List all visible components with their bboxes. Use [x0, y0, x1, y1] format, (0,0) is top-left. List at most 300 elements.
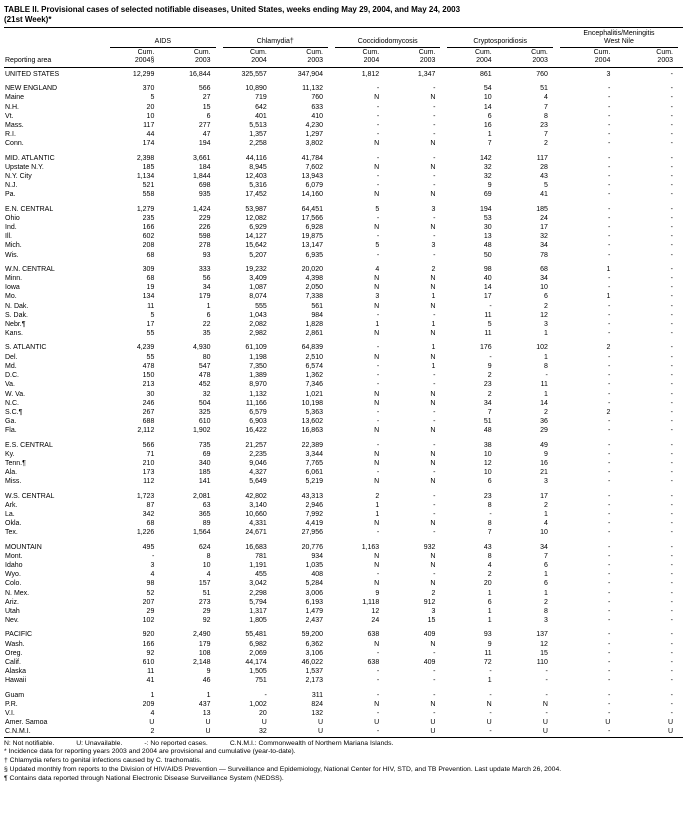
value-cell: -	[433, 510, 436, 518]
value-cell: -	[670, 700, 673, 708]
table-row	[4, 543, 683, 552]
value-cell: 1,118	[362, 598, 380, 606]
value-cell: 2	[431, 589, 436, 597]
value-cell: U	[605, 719, 611, 727]
reporting-area-cell: La.	[5, 510, 15, 518]
table-row	[4, 329, 683, 338]
value-cell: 10	[540, 529, 548, 537]
value-cell: -	[670, 85, 673, 93]
value-cell: 3	[543, 617, 548, 625]
value-cell: -	[376, 372, 380, 380]
value-cell: 2,861	[305, 330, 323, 338]
reporting-area-cell: Md.	[5, 362, 17, 370]
value-cell: 1,191	[249, 561, 267, 569]
value-cell: -	[608, 321, 611, 329]
value-cell: N	[374, 330, 380, 338]
value-cell: 13,147	[301, 242, 323, 250]
value-cell: 235	[142, 214, 155, 222]
value-cell: -	[670, 344, 673, 352]
value-cell: 4	[487, 561, 492, 569]
value-cell: -	[670, 710, 673, 717]
value-cell: -	[670, 163, 673, 171]
value-cell: 13	[202, 710, 211, 717]
table-title-line1: TABLE II. Provisional cases of selected notifiable diseases, United States, weeks ending May 29, 2004, and May 24, 2003	[4, 5, 461, 14]
value-cell: 1,537	[305, 668, 323, 676]
value-cell: 566	[198, 85, 211, 93]
value-cell: 17	[540, 224, 548, 232]
value-cell: -	[433, 677, 436, 685]
value-cell: -	[608, 427, 611, 435]
value-cell: -	[433, 492, 436, 500]
value-cell: N	[430, 700, 436, 708]
reporting-area-cell: W.N. CENTRAL	[5, 265, 55, 273]
value-cell: -	[670, 390, 673, 398]
value-cell: 41	[540, 191, 548, 199]
value-cell: 34	[540, 275, 548, 283]
value-cell: -	[670, 381, 673, 389]
value-cell: 68	[146, 275, 155, 283]
value-cell: 210	[142, 459, 155, 467]
value-cell: -	[670, 589, 673, 597]
reporting-area-cell: C.N.M.I.	[5, 728, 31, 736]
table-row	[4, 68, 683, 80]
value-cell: N	[430, 399, 436, 407]
value-cell: 78	[540, 251, 548, 259]
value-cell: 11	[484, 649, 492, 657]
value-cell: 142	[479, 154, 492, 162]
reporting-area-cell: UNITED STATES	[5, 71, 60, 78]
value-cell: -	[670, 182, 673, 190]
table-row	[4, 399, 683, 408]
value-cell: 1,828	[305, 321, 323, 329]
reporting-area-cell: S. ATLANTIC	[5, 344, 47, 352]
value-cell: 1	[487, 589, 492, 597]
value-cell: 44,116	[245, 154, 267, 162]
value-cell: 408	[311, 571, 323, 579]
value-cell: 179	[198, 293, 211, 301]
value-cell: N	[486, 700, 492, 708]
value-cell: -	[376, 214, 380, 222]
value-cell: -	[670, 311, 673, 319]
disease-group-header	[333, 28, 445, 49]
value-cell: 8,970	[249, 381, 267, 389]
table-header	[4, 28, 683, 68]
value-cell: 13	[483, 233, 492, 241]
reporting-area-cell: Kans.	[5, 330, 23, 338]
value-cell: -	[376, 668, 380, 676]
value-cell: 2	[606, 344, 611, 352]
value-cell: 912	[423, 598, 436, 606]
reporting-area-cell: MID. ATLANTIC	[5, 154, 55, 162]
value-cell: 7,338	[305, 293, 323, 301]
value-cell: -	[670, 631, 673, 639]
value-cell: 6,193	[305, 598, 323, 606]
value-cell: 150	[142, 372, 155, 380]
value-cell: -	[545, 691, 548, 699]
value-cell: 174	[142, 140, 155, 148]
value-cell: 102	[142, 617, 155, 625]
value-cell: -	[608, 191, 611, 199]
table-row	[4, 667, 683, 676]
value-cell: -	[433, 529, 436, 537]
value-cell: 11	[147, 302, 155, 310]
value-cell: 6,935	[305, 251, 323, 259]
value-cell: -	[433, 154, 436, 162]
value-cell: 166	[142, 640, 155, 648]
value-cell: 3,042	[249, 580, 267, 588]
value-cell: 29	[146, 607, 155, 615]
value-cell: 1	[487, 131, 492, 139]
value-cell: 1	[543, 510, 548, 518]
value-cell: -	[489, 510, 492, 518]
table-row	[4, 190, 683, 199]
table-row	[4, 640, 683, 649]
value-cell: 68	[540, 265, 548, 273]
value-cell: 46	[202, 677, 211, 685]
footnote	[4, 766, 683, 775]
value-cell: -	[608, 441, 611, 449]
value-cell: 44,174	[245, 658, 267, 666]
value-cell: 166	[142, 224, 155, 232]
value-cell: -	[608, 492, 611, 500]
value-cell: -	[670, 580, 673, 588]
value-cell: 2,946	[305, 501, 323, 509]
value-cell: 2,069	[249, 649, 267, 657]
value-cell: 11	[540, 381, 548, 389]
value-cell: 14	[483, 284, 492, 292]
value-cell: -	[376, 571, 380, 579]
value-cell: 1	[606, 293, 611, 301]
value-cell: 20	[483, 580, 492, 588]
value-cell: 246	[142, 399, 155, 407]
value-cell: U	[205, 728, 211, 736]
reporting-area-cell: Upstate N.Y.	[5, 163, 44, 171]
value-cell: 93	[202, 251, 211, 259]
reporting-area-cell: Tex.	[5, 529, 18, 537]
value-cell: N	[430, 140, 436, 148]
value-cell: N	[374, 561, 380, 569]
table-row	[4, 232, 683, 241]
table-row	[4, 343, 683, 352]
value-cell: 278	[198, 242, 211, 250]
value-cell: 340	[198, 459, 211, 467]
value-cell: 11	[484, 311, 492, 319]
value-cell: -	[670, 302, 673, 310]
value-cell: 610	[142, 658, 155, 666]
value-cell: 87	[146, 501, 155, 509]
table-body	[4, 68, 683, 738]
page	[4, 5, 683, 784]
value-cell: 1,317	[249, 607, 267, 615]
value-cell: 13,943	[301, 173, 323, 181]
reporting-area-cell: Nev.	[5, 617, 19, 625]
value-cell: 71	[146, 450, 155, 458]
reporting-area-cell: Colo.	[5, 580, 22, 588]
value-cell: 5,363	[305, 408, 323, 416]
value-cell: 40	[483, 275, 492, 283]
legend-item: C.N.M.I.: Commonwealth of Northern Mariana Islands.	[229, 739, 394, 747]
value-cell: 4	[206, 571, 211, 579]
value-cell: 48	[483, 427, 492, 435]
value-cell: N	[430, 390, 436, 398]
value-cell: 32	[483, 163, 492, 171]
value-cell: 10	[483, 94, 492, 102]
value-cell: U	[542, 728, 548, 736]
value-cell: -	[608, 469, 611, 477]
disease-group-header	[445, 28, 557, 49]
value-cell: 6	[543, 561, 548, 569]
value-cell: 173	[142, 469, 155, 477]
value-cell: 9	[543, 450, 548, 458]
table-row	[4, 468, 683, 477]
value-cell: 6	[543, 580, 548, 588]
table-row	[4, 649, 683, 658]
value-cell: N	[430, 163, 436, 171]
value-cell: -	[376, 311, 380, 319]
value-cell: 1,479	[305, 607, 323, 615]
reporting-area-cell: N.C.	[5, 399, 19, 407]
value-cell: 6	[206, 311, 211, 319]
value-cell: 209	[142, 700, 155, 708]
value-cell: 1,134	[136, 173, 155, 181]
value-cell: -	[608, 640, 611, 648]
value-cell: 15	[202, 103, 211, 111]
value-cell: 92	[146, 649, 155, 657]
value-cell: 117	[536, 154, 548, 162]
value-cell: -	[608, 154, 611, 162]
value-cell: 1,564	[193, 529, 211, 537]
value-cell: -	[608, 529, 611, 537]
value-cell: -	[264, 691, 267, 699]
table-row	[4, 450, 683, 459]
value-cell: -	[608, 251, 611, 259]
value-cell: -	[433, 372, 436, 380]
value-cell: -	[376, 122, 380, 130]
table-row	[4, 130, 683, 139]
value-cell: -	[670, 469, 673, 477]
value-cell: 2,082	[249, 321, 267, 329]
legend-line	[4, 740, 683, 749]
table-row	[4, 510, 683, 519]
value-cell: 1	[375, 501, 380, 509]
table-row	[4, 616, 683, 625]
value-cell: N	[374, 459, 380, 467]
value-cell: -	[433, 103, 436, 111]
value-cell: U	[486, 719, 492, 727]
value-cell: 6,574	[305, 362, 323, 370]
column-header: Cum. 2004	[221, 48, 277, 68]
value-cell: 157	[198, 580, 211, 588]
footnote-marker: *	[4, 748, 7, 756]
value-cell: 9,046	[249, 459, 267, 467]
value-cell: 7,350	[249, 362, 267, 370]
table-row	[4, 561, 683, 570]
value-cell: -	[670, 640, 673, 648]
table-row	[4, 380, 683, 389]
value-cell: -	[433, 112, 436, 120]
table-row	[4, 408, 683, 417]
value-cell: 213	[142, 381, 155, 389]
value-cell: -	[489, 710, 492, 717]
reporting-area-cell: E.N. CENTRAL	[5, 205, 54, 213]
value-cell: -	[670, 418, 673, 426]
value-cell: 309	[142, 265, 155, 273]
value-cell: U	[317, 719, 323, 727]
table-row	[4, 607, 683, 616]
value-cell: -	[670, 441, 673, 449]
legend-item: U: Unavailable.	[76, 739, 123, 747]
value-cell: -	[433, 381, 436, 389]
value-cell: 495	[142, 543, 155, 551]
value-cell: N	[430, 302, 436, 310]
value-cell: N	[430, 330, 436, 338]
table-row	[4, 598, 683, 607]
value-cell: -	[608, 233, 611, 241]
value-cell: 24	[371, 617, 380, 625]
value-cell: 69	[202, 450, 211, 458]
value-cell: 1	[543, 353, 548, 361]
value-cell: 3,661	[193, 154, 211, 162]
value-cell: 9	[375, 589, 380, 597]
value-cell: 72	[483, 658, 492, 666]
disease-group-header	[108, 28, 220, 49]
value-cell: 4,230	[305, 122, 323, 130]
value-cell: 110	[536, 658, 548, 666]
column-header: Cum. 2004	[445, 48, 501, 68]
value-cell: 61,109	[245, 344, 267, 352]
value-cell: 824	[311, 700, 323, 708]
value-cell: 14	[540, 399, 548, 407]
footnote-marker: ¶	[4, 774, 8, 782]
legend-item: -: No reported cases.	[144, 739, 208, 747]
value-cell: -	[376, 344, 380, 352]
value-cell: 2,490	[193, 631, 211, 639]
value-cell: -	[376, 103, 380, 111]
value-cell: 1	[431, 321, 436, 329]
value-cell: 2	[487, 390, 492, 398]
value-cell: 4	[543, 94, 548, 102]
value-cell: 598	[198, 233, 211, 241]
value-cell: N	[374, 427, 380, 435]
value-cell: N	[430, 284, 436, 292]
value-cell: -	[545, 710, 548, 717]
value-cell: 34	[483, 399, 492, 407]
value-cell: 41	[146, 677, 155, 685]
value-cell: 3	[150, 561, 155, 569]
value-cell: 504	[198, 399, 211, 407]
reporting-area-cell: Hawaii	[5, 677, 27, 685]
value-cell: 610	[198, 418, 211, 426]
footnote	[4, 757, 683, 766]
value-cell: -	[376, 691, 380, 699]
value-cell: -	[670, 353, 673, 361]
table-row	[4, 84, 683, 93]
value-cell: 2	[543, 501, 548, 509]
group-header-row	[4, 28, 683, 49]
value-cell: -	[670, 103, 673, 111]
value-cell: 20,776	[301, 543, 323, 551]
value-cell: 51	[540, 85, 548, 93]
disease-group-label: AIDS	[110, 38, 215, 48]
table-row	[4, 441, 683, 450]
value-cell: 566	[142, 441, 155, 449]
reporting-area-cell: Ark.	[5, 501, 18, 509]
value-cell: 5	[150, 311, 155, 319]
value-cell: 93	[483, 631, 492, 639]
reporting-area-cell: Idaho	[5, 561, 23, 569]
value-cell: U	[149, 719, 155, 727]
value-cell: 2,050	[305, 284, 323, 292]
value-cell: U	[430, 728, 436, 736]
value-cell: -	[608, 85, 611, 93]
footnote-marker: †	[4, 757, 8, 765]
value-cell: 19,875	[301, 233, 323, 241]
value-cell: 3,409	[249, 275, 267, 283]
value-cell: 12	[540, 311, 548, 319]
value-cell: 55,481	[245, 631, 267, 639]
value-cell: 12	[483, 459, 492, 467]
value-cell: 2,148	[193, 658, 211, 666]
table-row	[4, 214, 683, 223]
value-cell: -	[670, 478, 673, 486]
value-cell: -	[608, 275, 611, 283]
value-cell: 8	[206, 552, 211, 560]
value-cell: 342	[142, 510, 155, 518]
value-cell: 751	[255, 677, 267, 685]
value-cell: N	[430, 191, 436, 199]
value-cell: 7	[487, 140, 492, 148]
value-cell: 2,173	[305, 677, 323, 685]
value-cell: 934	[311, 552, 323, 560]
value-cell: 43	[540, 173, 548, 181]
value-cell: 3	[543, 321, 548, 329]
value-cell: 229	[198, 214, 211, 222]
value-cell: 51	[483, 418, 492, 426]
value-cell: -	[608, 140, 611, 148]
disease-group-label: Cryptosporidiosis	[447, 38, 552, 48]
value-cell: -	[670, 191, 673, 199]
value-cell: 2	[487, 571, 492, 579]
reporting-area-cell: Ky.	[5, 450, 15, 458]
value-cell: 1	[431, 344, 436, 352]
reporting-area-cell: Pa.	[5, 191, 16, 199]
table-row	[4, 362, 683, 371]
value-cell: 14	[483, 103, 492, 111]
value-cell: -	[608, 353, 611, 361]
value-cell: -	[670, 122, 673, 130]
value-cell: 6,061	[305, 469, 323, 477]
value-cell: 63	[202, 501, 211, 509]
reporting-area-cell: Ind.	[5, 224, 17, 232]
value-cell: -	[670, 173, 673, 181]
value-cell: 633	[311, 103, 323, 111]
value-cell: 8	[543, 362, 548, 370]
table-title	[4, 5, 683, 24]
column-header: Cum. 2004§	[108, 48, 164, 68]
value-cell: N	[430, 459, 436, 467]
value-cell: 48	[483, 242, 492, 250]
value-cell: -	[608, 459, 611, 467]
value-cell: 7	[543, 131, 548, 139]
reporting-area-header: Reporting area	[4, 48, 108, 68]
reporting-area-cell: Vt.	[5, 112, 14, 120]
table-row	[4, 477, 683, 486]
value-cell: 98	[146, 580, 155, 588]
value-cell: -	[670, 658, 673, 666]
value-cell: 1,198	[249, 353, 267, 361]
value-cell: -	[376, 649, 380, 657]
value-cell: 1,297	[305, 131, 323, 139]
